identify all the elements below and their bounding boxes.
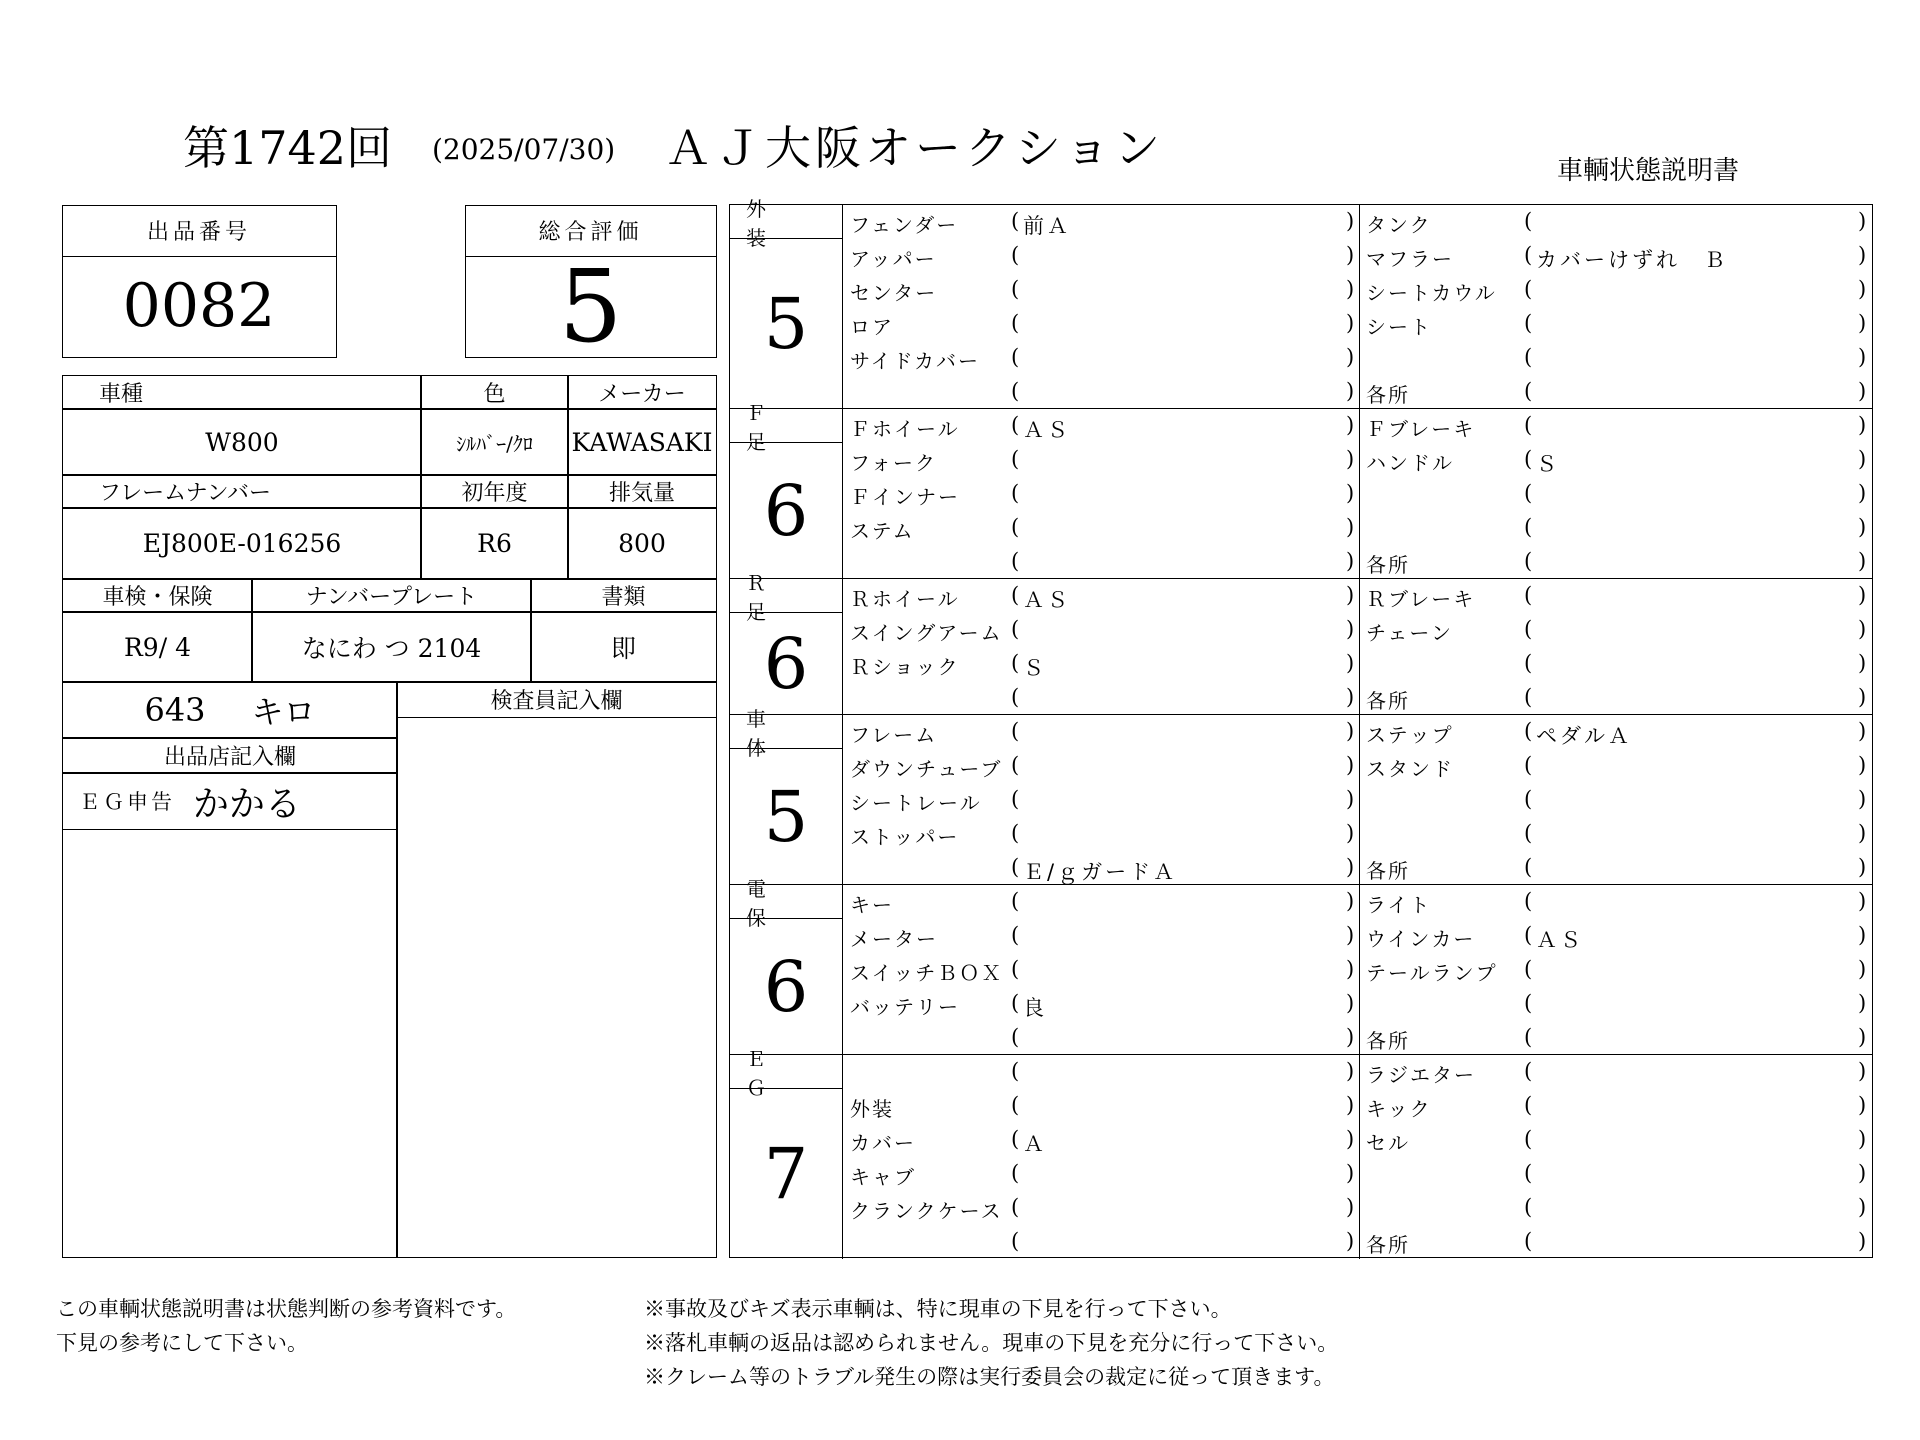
item-name: タンク [1366,213,1432,237]
paren-open: ( [1524,243,1533,267]
note-right-2: ※落札車輌の返品は認められません。現車の下見を充分に行って下さい。 [644,1331,1339,1355]
item-name: 各所 [1366,1233,1410,1257]
item-name: ライト [1366,893,1432,917]
paren-open: ( [1011,753,1020,777]
mileage-cell [62,681,398,739]
item-name: ダウンチューブ [850,757,1003,781]
overall-score-box [465,205,717,365]
item-name: Ｒショック [850,655,960,679]
section-score: 6 [730,443,843,578]
paren-open: ( [1011,243,1020,267]
paren-open: ( [1524,447,1533,471]
paren-open: ( [1011,549,1020,573]
paren-close: ) [1346,855,1355,879]
paren-open: ( [1524,209,1533,233]
section-score: 6 [730,613,843,714]
paren-open: ( [1011,277,1020,301]
paren-close: ) [1346,413,1355,437]
lot-number-box [62,205,337,358]
paren-open: ( [1524,1093,1533,1117]
column-divider [1359,409,1360,578]
paren-open: ( [1011,1229,1020,1253]
paren-close: ) [1346,1161,1355,1185]
item-name: メーター [850,927,938,951]
paren-close: ) [1346,549,1355,573]
paren-open: ( [1011,413,1020,437]
paren-open: ( [1524,1195,1533,1219]
paren-close: ) [1346,617,1355,641]
column-divider [1359,579,1360,714]
paren-close: ) [1858,515,1867,539]
auction-round: 第1742回 [183,121,393,175]
paren-close: ) [1346,481,1355,505]
paren-close: ) [1858,651,1867,675]
item-name: シート [1366,315,1432,339]
item-name: シートカウル [1366,281,1497,305]
paren-open: ( [1524,957,1533,981]
paren-close: ) [1346,1127,1355,1151]
paren-open: ( [1524,1229,1533,1253]
paren-close: ) [1346,923,1355,947]
column-divider [1359,885,1360,1054]
paren-open: ( [1011,1059,1020,1083]
paren-close: ) [1858,1093,1867,1117]
paren-open: ( [1524,889,1533,913]
paren-close: ) [1858,447,1867,471]
paren-close: ) [1858,617,1867,641]
auction-date: (2025/07/30) [432,133,616,166]
paren-open: ( [1524,481,1533,505]
section-score: 5 [730,749,843,884]
paren-close: ) [1858,1195,1867,1219]
paren-close: ) [1346,957,1355,981]
item-name: Ｆホイール [850,417,960,441]
paren-close: ) [1346,1059,1355,1083]
paren-close: ) [1346,515,1355,539]
paren-open: ( [1524,753,1533,777]
paren-open: ( [1524,379,1533,403]
item-name: チェーン [1366,621,1453,645]
inspection-value: R9/ 4 [62,611,253,683]
item-name: Ｒブレーキ [1366,587,1476,611]
item-name: ウインカー [1366,927,1476,951]
paren-open: ( [1524,923,1533,947]
column-divider [1359,715,1360,884]
paren-close: ) [1346,583,1355,607]
paren-close: ) [1858,753,1867,777]
paren-close: ) [1346,685,1355,709]
item-value: Ｅ/ｇガードＡ [1023,860,1178,884]
paren-close: ) [1346,311,1355,335]
paren-open: ( [1524,413,1533,437]
paren-close: ) [1346,753,1355,777]
paren-open: ( [1011,481,1020,505]
paren-close: ) [1346,1093,1355,1117]
item-name: フォーク [850,451,937,475]
paren-open: ( [1011,583,1020,607]
eg-label: ＥＧ申告 [79,790,175,814]
section-score: 6 [730,919,843,1054]
item-value: 前Ａ [1023,214,1071,238]
item-name: 各所 [1366,383,1410,407]
section-score: 7 [730,1089,843,1259]
paren-close: ) [1346,277,1355,301]
paren-open: ( [1524,515,1533,539]
paren-close: ) [1858,243,1867,267]
item-name: Ｆインナー [850,485,960,509]
color-label: 色 [420,375,569,410]
paren-close: ) [1858,923,1867,947]
paren-close: ) [1346,447,1355,471]
paren-close: ) [1858,1025,1867,1049]
paren-close: ) [1346,991,1355,1015]
section-2 [730,570,1872,715]
paren-close: ) [1858,821,1867,845]
item-name: スイッチＢＯＸ [850,961,1004,985]
paren-close: ) [1858,787,1867,811]
column-divider [1359,1055,1360,1259]
paren-open: ( [1011,787,1020,811]
paren-open: ( [1524,991,1533,1015]
section-label: 外 装 [730,205,843,239]
item-name: クランクケース [850,1199,1003,1223]
paren-open: ( [1524,1059,1533,1083]
paren-close: ) [1858,685,1867,709]
plate-value: なにわ つ 2104 [251,611,532,683]
model-label: 車種 [62,375,422,410]
paren-close: ) [1346,209,1355,233]
note-right-3: ※クレーム等のトラブル発生の際は実行委員会の裁定に従って頂きます。 [644,1365,1335,1389]
paren-open: ( [1011,685,1020,709]
paren-close: ) [1858,413,1867,437]
section-5 [730,1046,1872,1259]
mileage-unit: キロ [251,693,316,731]
item-name: フレーム [850,723,938,747]
eg-value: かかる [193,783,302,825]
paren-open: ( [1524,583,1533,607]
section-label: Ｆ 足 [730,409,843,443]
paren-open: ( [1011,1195,1020,1219]
paren-open: ( [1011,1161,1020,1185]
paren-open: ( [1524,1161,1533,1185]
section-4 [730,876,1872,1055]
paren-open: ( [1524,311,1533,335]
note-right-1: ※事故及びキズ表示車輌は、特に現車の下見を行って下さい。 [644,1297,1232,1321]
paren-open: ( [1011,447,1020,471]
model-value: W800 [62,408,422,476]
paren-close: ) [1346,1025,1355,1049]
item-name: ストッパー [850,825,960,849]
note-left-2: 下見の参考にして下さい。 [56,1331,308,1355]
paren-close: ) [1346,719,1355,743]
paren-open: ( [1524,787,1533,811]
eg-declaration [62,772,398,830]
paren-open: ( [1011,1127,1020,1151]
item-name: シートレール [850,791,982,815]
paren-close: ) [1346,243,1355,267]
paren-close: ) [1858,277,1867,301]
item-value: Ｓ [1536,452,1560,476]
paren-open: ( [1011,855,1020,879]
paren-open: ( [1524,651,1533,675]
inspection-label: 車検・保険 [62,578,253,613]
paren-close: ) [1858,889,1867,913]
paren-close: ) [1858,345,1867,369]
paren-close: ) [1346,889,1355,913]
section-0 [730,196,1872,409]
paren-close: ) [1858,1059,1867,1083]
item-name: Ｆブレーキ [1366,417,1476,441]
item-value: Ａ [1023,1132,1047,1156]
maker-label: メーカー [567,375,717,410]
paren-open: ( [1011,1093,1020,1117]
paren-open: ( [1011,617,1020,641]
paren-close: ) [1858,719,1867,743]
paren-open: ( [1524,345,1533,369]
item-value: ＡＳ [1536,928,1584,952]
paren-close: ) [1346,1229,1355,1253]
item-name: Ｒホイール [850,587,960,611]
paren-close: ) [1858,855,1867,879]
seller-label: 出品店記入欄 [62,737,398,774]
paren-close: ) [1858,1127,1867,1151]
paren-close: ) [1858,1229,1867,1253]
item-name: ステップ [1366,723,1454,747]
overall-score-value: 5 [558,247,623,365]
paren-open: ( [1011,957,1020,981]
section-1 [730,400,1872,579]
item-name: フェンダー [850,213,959,237]
item-name: 各所 [1366,689,1410,713]
paren-open: ( [1011,821,1020,845]
paren-open: ( [1524,719,1533,743]
paren-open: ( [1011,1025,1020,1049]
paren-open: ( [1011,345,1020,369]
paren-open: ( [1011,311,1020,335]
paren-open: ( [1011,209,1020,233]
section-score: 5 [730,239,843,408]
frame-label: フレームナンバー [62,474,422,509]
paren-open: ( [1011,719,1020,743]
item-name: 各所 [1366,859,1410,883]
section-label: 電 保 [730,885,843,919]
paren-close: ) [1858,481,1867,505]
paren-open: ( [1524,1127,1533,1151]
paren-close: ) [1858,991,1867,1015]
documents-label: 書類 [530,578,717,613]
color-value: ｼﾙﾊﾞｰ/ｸﾛ [420,408,569,476]
section-3 [730,706,1872,885]
paren-open: ( [1011,379,1020,403]
paren-close: ) [1858,549,1867,573]
year-value: R6 [420,507,569,580]
paren-close: ) [1858,379,1867,403]
item-name: テールランプ [1366,961,1498,985]
paren-close: ) [1858,583,1867,607]
auction-name: ＡＪ大阪オークション [665,121,1165,175]
lot-number-label: 出品番号 [62,205,337,257]
paren-open: ( [1011,991,1020,1015]
item-name: セル [1366,1131,1410,1155]
item-name: 各所 [1366,553,1410,577]
item-value: 良 [1023,996,1047,1020]
item-value: カバーけずれ Ｂ [1536,248,1728,272]
paren-open: ( [1011,651,1020,675]
item-name: キー [850,893,894,917]
paren-open: ( [1524,1025,1533,1049]
paren-close: ) [1858,209,1867,233]
paren-close: ) [1858,957,1867,981]
paren-open: ( [1011,923,1020,947]
column-divider [1359,205,1360,408]
lot-number-value: 0082 [122,271,276,341]
section-label: Ｒ 足 [730,579,843,613]
paren-close: ) [1858,1161,1867,1185]
item-name: キック [1366,1097,1432,1121]
item-name: ハンドル [1366,451,1454,475]
item-name: カバー [850,1131,916,1155]
paren-open: ( [1524,617,1533,641]
paren-close: ) [1346,821,1355,845]
item-value: ＡＳ [1023,588,1071,612]
paren-open: ( [1524,549,1533,573]
mileage-value: 643 [144,691,206,729]
item-name: ステム [850,519,915,543]
note-left-1: この車輌状態説明書は状態判断の参考資料です。 [56,1297,517,1321]
item-name: ラジエター [1366,1063,1476,1087]
item-name: 各所 [1366,1029,1410,1053]
item-value: ペダルＡ [1536,724,1632,748]
item-name: サイドカバー [850,349,980,373]
item-name: センター [850,281,938,305]
item-name: 外装 [850,1097,894,1121]
paren-open: ( [1011,889,1020,913]
paren-close: ) [1346,787,1355,811]
paren-close: ) [1346,379,1355,403]
plate-label: ナンバープレート [251,578,532,613]
inspection-grid [729,196,1873,1258]
documents-value: 即 [530,611,717,683]
paren-open: ( [1524,855,1533,879]
item-name: スイングアーム [850,621,1003,645]
item-value: Ｓ [1023,656,1047,680]
paren-open: ( [1524,685,1533,709]
displacement-label: 排気量 [567,474,717,509]
paren-close: ) [1858,311,1867,335]
item-name: ロア [850,315,894,339]
paren-close: ) [1346,1195,1355,1219]
maker-value: KAWASAKI [567,408,717,476]
item-value: ＡＳ [1023,418,1071,442]
paren-close: ) [1346,345,1355,369]
paren-open: ( [1524,821,1533,845]
paren-open: ( [1524,277,1533,301]
item-name: スタンド [1366,757,1454,781]
overall-score-label: 総合評価 [465,205,717,257]
paren-open: ( [1011,515,1020,539]
year-label: 初年度 [420,474,569,509]
item-name: マフラー [1366,247,1454,271]
frame-value: EJ800E-016256 [62,507,422,580]
inspector-label: 検査員記入欄 [396,681,717,718]
item-name: アッパー [850,247,937,271]
section-label: 車 体 [730,715,843,749]
document-title: 車輌状態説明書 [1557,156,1740,186]
item-name: キャブ [850,1165,916,1189]
section-label: Ｅ Ｇ [730,1055,843,1089]
paren-close: ) [1346,651,1355,675]
displacement-value: 800 [567,507,717,580]
item-name: バッテリー [850,995,960,1019]
